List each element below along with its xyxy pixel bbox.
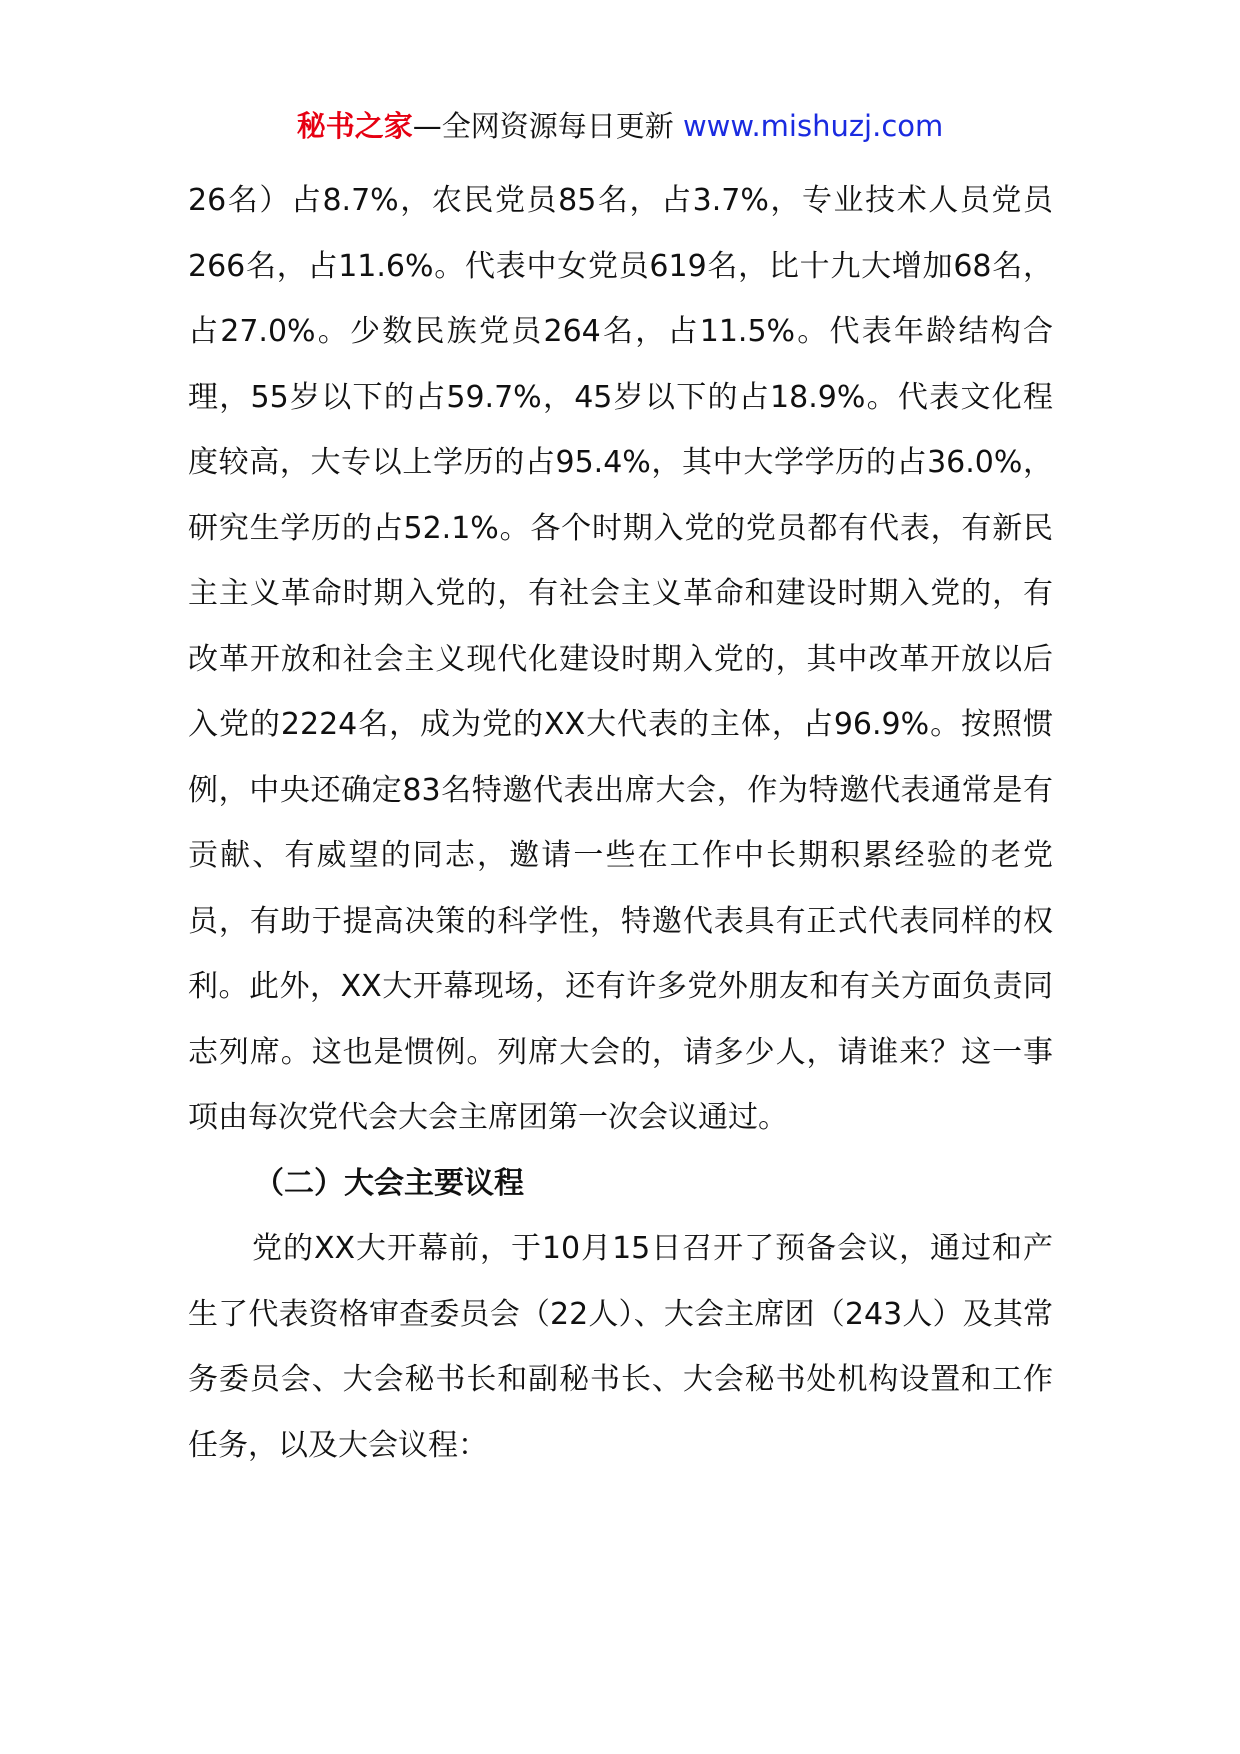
section-heading: （二）大会主要议程: [254, 1165, 524, 1201]
body-paragraph-2: 党的XX大开幕前，于10月15日召开了预备会议，通过和产生了代表资格审查委员会（22人）、大会主席团（243人）及其常务委员会、大会秘书长和副秘书长、大会秘书处机构设置和工作任务，以及大会议程：: [188, 1231, 1053, 1463]
body-paragraph-1: 26名）占8.7%，农民党员85名，占3.7%，专业技术人员党员266名，占11.6%。代表中女党员619名，比十九大增加68名，占27.0%。少数民族党员264名，占11.5%。代表年龄结构合理，55岁以下的占59.7%，45岁以下的占18.9%。代表文化程度较高，大专以上学历的占95.4%，其中大学学历的占36.0%，研究生学历的占52.1%。各个时期入党的党员都有代表，有新民主主义革命时期入党的，有社会主义革命和建设时期入党的，有改革开放和社会主义现代化建设时期入党的，其中改革开放以后入党的2224名，成为党的XX大代表的主体，占96.9%。按照惯例，中央还确定83名特邀代表出席大会，作为特邀代表通常是有贡献、有威望的同志，邀请一些在工作中长期积累经验的老党员，有助于提高决策的科学性，特邀代表具有正式代表同样的权利。此外，XX大开幕现场，还有许多党外朋友和有关方面负责同志列席。这也是惯例。列席大会的，请多少人，请谁来？这一事项由每次党代会大会主席团第一次会议通过。: [188, 183, 1053, 1135]
page-header: [0, 104, 1240, 148]
website-link[interactable]: www.mishuzj.com: [682, 109, 944, 143]
document-body: [188, 168, 1053, 1478]
brand-name: 秘书之家: [296, 109, 413, 143]
header-tagline: —全网资源每日更新: [412, 109, 674, 143]
